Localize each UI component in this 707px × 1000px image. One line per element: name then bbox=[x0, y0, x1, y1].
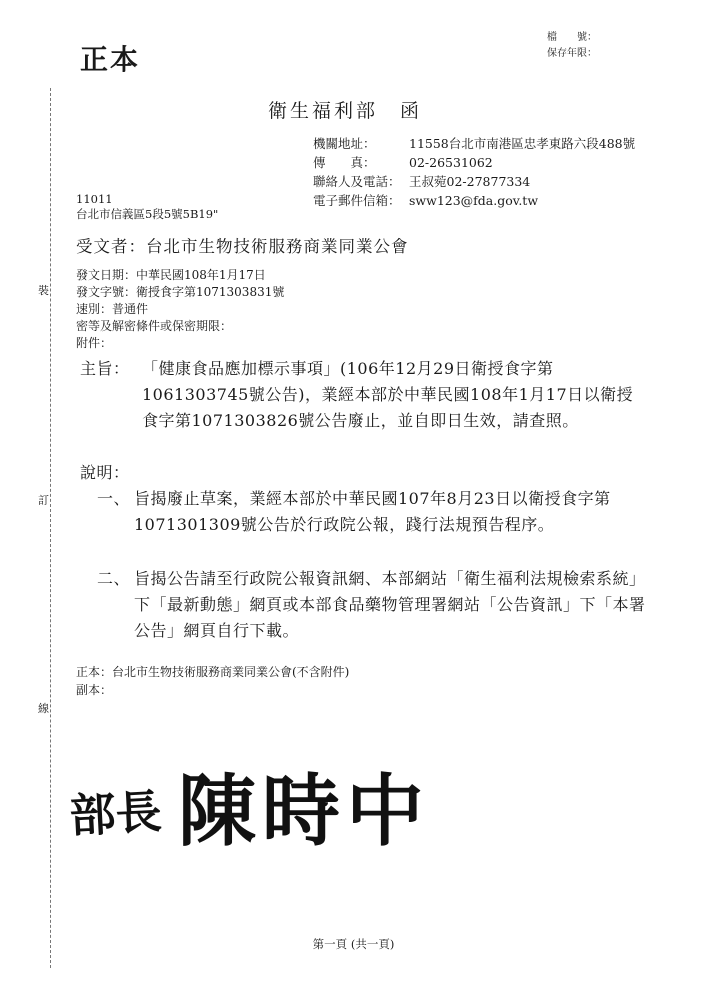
explanation-item bbox=[92, 566, 652, 644]
issue-date: 發文日期：中華民國108年1月17日 bbox=[76, 268, 266, 282]
file-meta bbox=[547, 30, 597, 62]
recipient bbox=[76, 233, 409, 257]
explanation-label: 說明： bbox=[80, 463, 130, 482]
binding-mark-xian: 線 bbox=[38, 698, 49, 718]
address-label: 機關地址： bbox=[313, 136, 376, 151]
copy-mark: 正本 bbox=[80, 43, 141, 76]
item-text: 旨揭廢止草案，業經本部於中華民國107年8月23日以衛授食字第1071301309號公告於行政院公報，踐行法規預告程序。 bbox=[134, 489, 611, 534]
copy-recipient: 副本： bbox=[76, 683, 113, 697]
agency-info bbox=[313, 134, 635, 210]
document-number: 發文字號：衛授食字第1071303831號 bbox=[76, 285, 285, 299]
file-no-label: 檔 號： bbox=[547, 32, 597, 43]
item-number: 二、 bbox=[96, 569, 130, 588]
email-label: 電子郵件信箱： bbox=[313, 193, 401, 208]
recipient-address bbox=[76, 192, 218, 222]
contact-label: 聯絡人及電話： bbox=[313, 174, 401, 189]
svg-text:部長: 部長 bbox=[70, 784, 163, 844]
svg-text:陳時中: 陳時中 bbox=[178, 766, 430, 857]
subject bbox=[80, 356, 640, 434]
distribution bbox=[76, 663, 349, 699]
attachment: 附件： bbox=[76, 336, 113, 350]
recipient-label: 受文者： bbox=[76, 237, 146, 256]
item-text: 旨揭公告請至行政院公報資訊網、本部網站「衛生福利法規檢索系統」下「最新動態」網頁或本部食品藥物管理署網站「公告資訊」下「本署公告」網頁自行下載。 bbox=[134, 569, 646, 640]
document-meta bbox=[76, 267, 284, 352]
agency-fax: 02-26531062 bbox=[409, 155, 493, 170]
subject-label: 主旨： bbox=[80, 359, 130, 378]
binding-mark-zhuang: 裝 bbox=[38, 280, 49, 300]
document-title: 衛生福利部 函 bbox=[268, 100, 423, 122]
recipient-name: 台北市生物技術服務商業同業公會 bbox=[146, 237, 409, 256]
mailing-address: 台北市信義區5段5號5B19" bbox=[76, 207, 219, 221]
agency-address: 11558台北市南港區忠孝東路六段488號 bbox=[409, 136, 636, 151]
agency-email: sww123@fda.gov.tw bbox=[409, 193, 539, 208]
explanation-item bbox=[92, 486, 652, 538]
item-number: 一、 bbox=[96, 489, 130, 508]
binding-line bbox=[50, 88, 51, 968]
delivery-speed: 速別：普通件 bbox=[76, 302, 149, 316]
fax-label: 傳 真： bbox=[313, 155, 376, 170]
security-level: 密等及解密條件或保密期限： bbox=[76, 319, 233, 333]
subject-text: 「健康食品應加標示事項」(106年12月29日衛授食字第1061303745號公告)，業經本部於中華民國108年1月17日以衛授食字第1071303826號公告廢止，並自即日生效，請查照。 bbox=[142, 359, 634, 430]
retention-label: 保存年限： bbox=[547, 48, 597, 59]
binding-mark-ding: 訂 bbox=[38, 490, 49, 510]
minister-signature bbox=[70, 752, 430, 866]
page-footer: 第一頁 (共一頁) bbox=[312, 937, 395, 951]
agency-contact: 王叔菀02-27877334 bbox=[409, 174, 531, 189]
original-recipient: 正本：台北市生物技術服務商業同業公會(不含附件) bbox=[76, 665, 350, 679]
postal-code: 11011 bbox=[76, 192, 113, 206]
